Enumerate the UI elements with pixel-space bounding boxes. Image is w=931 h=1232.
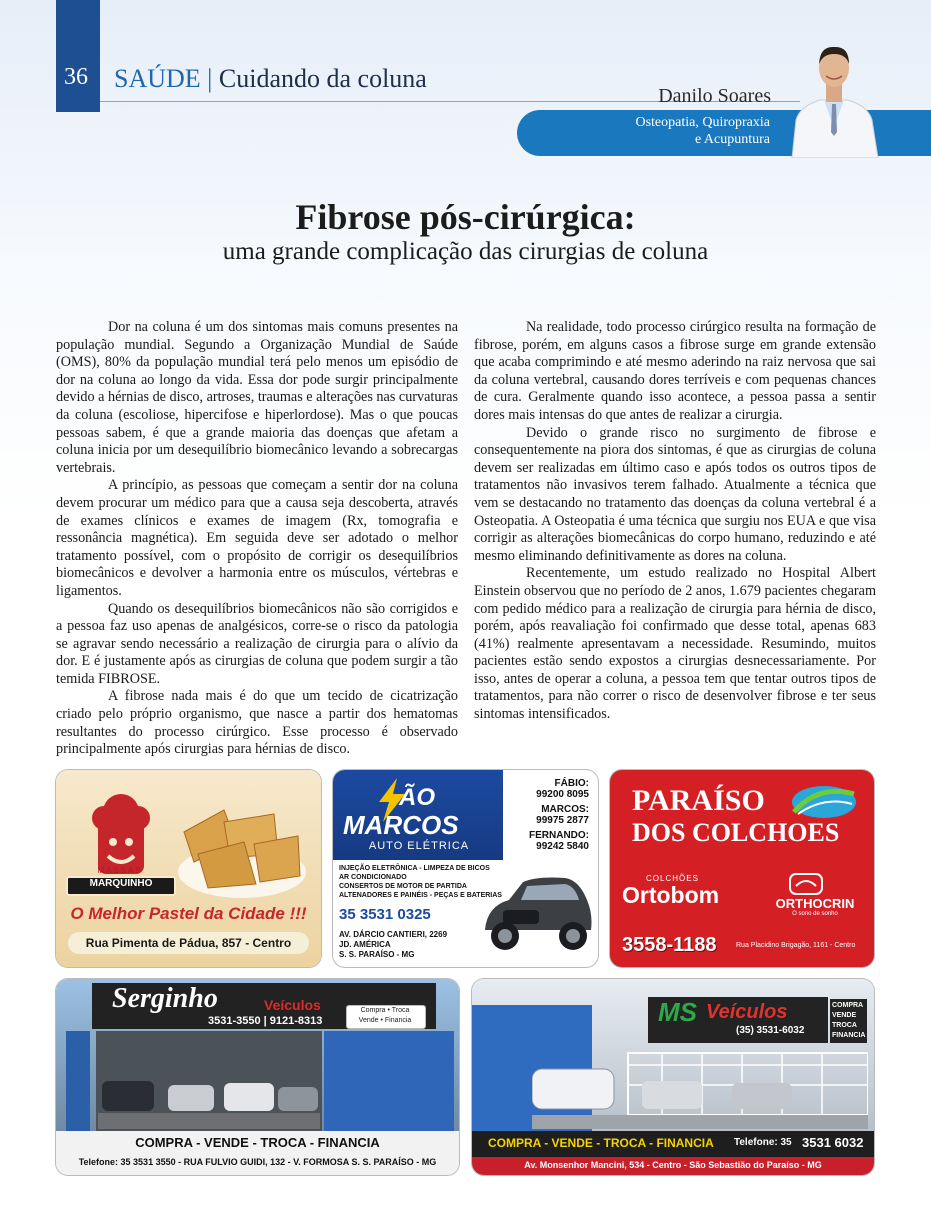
service-item: FINANCIA	[832, 1032, 866, 1039]
page-number-tab	[56, 0, 100, 112]
brand-orthocrin-tag: O sono de sonho	[792, 911, 838, 917]
service-item: AR CONDICIONADO	[339, 874, 407, 881]
service-item: ALTENADORES E PAINÉIS - PEÇAS E BATERIAS	[339, 892, 502, 899]
section-subtitle: Cuidando da coluna	[218, 64, 427, 93]
store-name: Serginho	[112, 983, 218, 1014]
contact-phone: 99200 8095	[536, 789, 589, 800]
ad-phone: 3531 6032	[802, 1135, 864, 1150]
author-photo	[786, 36, 882, 158]
service-list	[830, 999, 867, 1043]
brand-small-label: COLCHÕES	[646, 874, 699, 883]
ms-logo-icon: MS	[658, 997, 697, 1027]
ad-sao-marcos[interactable]	[333, 770, 598, 967]
contact-list	[509, 778, 589, 852]
section-name: SAÚDE |	[114, 64, 213, 93]
service-item: VENDE	[832, 1012, 857, 1019]
specialty-line: e Acupuntura	[694, 132, 770, 147]
address-line: S. S. PARAÍSO - MG	[339, 950, 415, 959]
tag-item: Vende • Financia	[358, 1017, 412, 1024]
tag-list	[346, 1006, 424, 1026]
store-name-suffix: Veículos	[264, 997, 321, 1013]
store-name: Veículos	[706, 1001, 788, 1023]
ad-address: Rua Pimenta de Pádua, 857 - Centro	[85, 936, 292, 950]
contact-name: FÁBIO:	[554, 778, 589, 789]
sign-phone: (35) 3531-6032	[736, 1025, 805, 1036]
store-phones: 3531-3550 | 9121-8313	[208, 1015, 323, 1027]
brand-line-1: ÃO	[399, 784, 435, 811]
author-specialty	[570, 114, 770, 148]
ad-services: COMPRA - VENDE - TROCA - FINANCIA	[135, 1135, 380, 1150]
brand-ortobom: Ortobom	[622, 882, 720, 908]
page-number: 36	[64, 64, 88, 90]
paragraph: Dor na coluna é um dos sintomas mais comuns presentes na população mundial. Segundo a Organização Mundial de Saúde (OMS), 80% da população mundial terá pelo menos um episódio de dor na coluna ao longo da vida. Essa dor pode surgir principalmente devido a hérnias de disco, artroses, traumas e alterações nas curvaturas da coluna (escoliose, hipercifose e hiperlordose). Mas o que poucas pessoas sabem, é que a grande maioria das doenças que afetam a coluna inicia por um desequilíbrio biomecânico levando a sobrecargas vertebrais.	[56, 319, 458, 476]
service-item: TROCA	[832, 1022, 857, 1029]
ad-phone: 35 3531 0325	[339, 906, 431, 923]
address-line: JD. AMÉRICA	[339, 940, 391, 949]
article-column-right	[474, 319, 876, 724]
suv-image	[479, 870, 595, 960]
article-column-left	[56, 319, 458, 759]
ad-address: Av. Monsenhor Mancini, 534 - Centro - São Sebastião do Paraíso - MG	[524, 1160, 822, 1170]
store-name-2: DOS COLCHOES	[632, 818, 840, 847]
ad-serginho-veiculos[interactable]	[56, 979, 459, 1175]
paragraph: A princípio, as pessoas que começam a sentir dor na coluna devem procurar um médico para que a causa seja descoberta, através de exames clínicos e exames de imagem (Rx, tomografia e ressonância magnética). Em seguida deve ser adotado o melhor tratamento possível, com o propósito de corrigir os desequilíbrios biomecânicos e devolver a harmonia entre os músculos, vértebras e ligamentos.	[56, 477, 458, 599]
orthocrin-logo-icon	[788, 872, 824, 896]
section-title	[114, 64, 427, 94]
pastel-plate-image	[174, 792, 309, 902]
contact-phone: 99242 5840	[536, 841, 589, 852]
contact-phone: 99975 2877	[536, 815, 589, 826]
ad-paraiso-colchoes[interactable]	[610, 770, 874, 967]
logo-name: MARQUINHO	[89, 878, 153, 889]
brand-line-2: MARCOS	[343, 810, 459, 840]
ad-address: Rua Placidino Brigagão, 1161 - Centro	[736, 942, 856, 949]
specialty-line: Osteopatia, Quiropraxia	[635, 115, 770, 130]
ad-services: COMPRA - VENDE - TROCA - FINANCIA	[488, 1136, 714, 1150]
article-title: Fibrose pós-cirúrgica:	[295, 197, 636, 237]
logo-top-text: MASSAS	[97, 866, 143, 875]
ad-slogan: O Melhor Pastel da Cidade !!!	[70, 904, 307, 923]
article-subtitle: uma grande complicação das cirurgias de coluna	[222, 238, 709, 265]
paragraph: Devido o grande risco no surgimento de fibrose e consequentemente na piora dos sintomas, é que as cirurgias de coluna devem ser realizadas em último caso e após todos os outros tipos de tratamentos não invasivos terem falhado. Atualmente a técnica que vem se destacando no tratamento das doenças da coluna vertebral é a Osteopatia. A Osteopatia é uma técnica que surgiu nos EUA e que visa corrigir as alterações biomecânicas do corpo humano, reduzindo e até mesmo eliminando definitivamente as dores na coluna.	[474, 424, 876, 564]
service-item: INJEÇÃO ELETRÔNICA - LIMPEZA DE BICOS	[339, 865, 490, 872]
car-lot-image	[98, 1061, 320, 1129]
store-name-1: PARAÍSO	[632, 784, 765, 817]
contact-name: MARCOS:	[541, 804, 589, 815]
leaf-logo-icon	[784, 780, 860, 824]
paragraph: Recentemente, um estudo realizado no Hospital Albert Einstein observou que no período de 2 anos, 1.679 pacientes chegaram com pedido médico para a realização de cirurgia para hérnia de disco, porém, após reavaliação foi confirmado que desse total, apenas 683 (41%) realmente apresentavam a necessidade. Resumindo, muitos pacientes estão sendo expostos a cirurgias desnecessariamente. Por isso, antes de operar a coluna, a pessoa tem que tentar outros tipos de tratamentos, para não correr o risco de desenvolver fibrose e ter seus sintomas intensificados.	[474, 565, 876, 723]
tag-item: Compra • Troca	[360, 1007, 410, 1014]
service-item: CONSERTOS DE MOTOR DE PARTIDA	[339, 883, 467, 890]
ad-phone: 3558-1188	[622, 934, 717, 956]
contact-name: FERNANDO:	[529, 830, 589, 841]
brand-line-3: AUTO ELÉTRICA	[368, 840, 470, 852]
service-item: COMPRA	[832, 1002, 864, 1009]
ad-address	[339, 930, 447, 960]
author-name: Danilo Soares	[658, 85, 771, 107]
ad-ms-veiculos[interactable]	[472, 979, 874, 1175]
car-lot-image	[532, 1045, 868, 1129]
phone-label: Telefone: 35	[734, 1137, 792, 1148]
ad-massas-marquinho[interactable]	[56, 770, 321, 967]
ad-footer: Telefone: 35 3531 3550 - RUA FULVIO GUIDI, 132 - V. FORMOSA S. S. PARAÍSO - MG	[78, 1157, 437, 1167]
address-line: AV. DÁRCIO CANTIERI, 2269	[339, 930, 448, 939]
paragraph: A fibrose nada mais é do que um tecido de cicatrização criado pelo próprio organismo, que nasce a partir dos hematomas resultantes do processo cirúrgico. Esse processo é observado principalmente após cirurgias para hérnias de disco.	[56, 688, 458, 758]
paragraph: Quando os desequilíbrios biomecânicos não são corrigidos e a pessoa faz uso apenas de analgésicos, corre-se o risco da patologia se agravar sendo necessário a realização de cirurgia para o alívio da dor. E é justamente após as cirurgias de coluna que podem surgir a tão temida FIBROSE.	[56, 600, 458, 687]
paragraph: Na realidade, todo processo cirúrgico resulta na formação de fibrose, porém, em alguns casos a fibrose surge em grande extensão que acaba comprimindo e até mesmo aderindo na raiz nervosa que sai da coluna vertebral, causando dores terríveis e com pequenas chances de cura. Geralmente quando isso acontece, a pessoa passa a sentir dores mais intensas do que antes de realizar a cirurgia.	[474, 319, 876, 423]
brand-orthocrin: ORTHOCRIN	[775, 896, 855, 911]
